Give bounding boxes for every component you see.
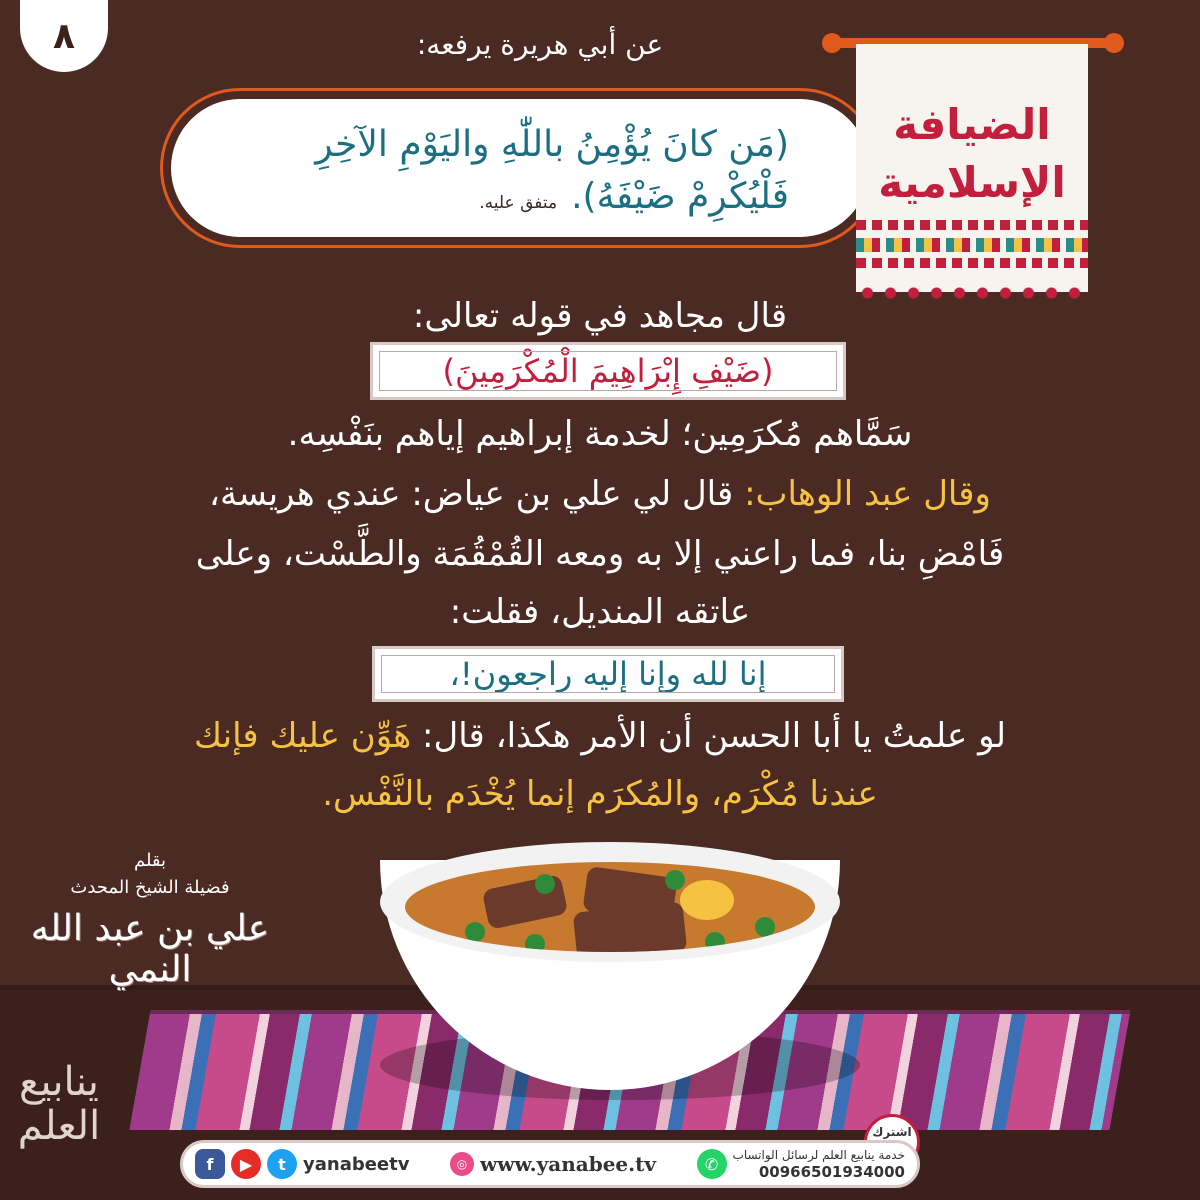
wahhab-line-3: عاتقه المنديل، فقلت:	[449, 592, 751, 632]
explanation-line: سَمَّاهم مُكرَمِين؛ لخدمة إبراهيم إياهم بنَفْسِه.	[287, 414, 913, 454]
wahhab-name: وقال عبد الوهاب:	[744, 474, 991, 514]
social-links	[195, 1149, 409, 1179]
whatsapp-number: 00966501934000	[758, 1163, 905, 1181]
twitter-icon[interactable]: t	[267, 1149, 297, 1179]
quran-quote-box	[370, 342, 846, 400]
banner-title-line-2: الإسلامية	[878, 158, 1066, 207]
whatsapp-icon: ✆	[697, 1149, 727, 1179]
author-by: بقلم	[133, 850, 167, 871]
mujahid-intro: قال مجاهد في قوله تعالى:	[412, 296, 788, 336]
final-line-1	[100, 716, 1100, 756]
final-line-2: عندنا مُكْرَم، والمُكرَم إنما يُخْدَم بالنَّفْس.	[322, 774, 878, 814]
egg-piece	[680, 880, 734, 920]
whatsapp-label: خدمة ينابيع العلم لرسائل الواتساب	[732, 1148, 905, 1162]
whatsapp-text	[733, 1147, 905, 1181]
istirja-box	[372, 646, 844, 702]
wahhab-text-1: قال لي علي بن عياض: عندي هريسة،	[209, 474, 734, 514]
pea	[525, 934, 545, 952]
final-yellow-text-1: هَوِّن عليك فإنك	[193, 716, 412, 756]
hadith-line-2: فَلْيُكْرِمْ ضَيْفَهُ).	[571, 176, 789, 217]
banner-tassels	[856, 286, 1088, 300]
wahhab-line-2: فَامْضِ بنا، فما راعني إلا به ومعه القُمْقُمَة والطَّسْت، وعلى	[195, 534, 1005, 574]
whatsapp-block[interactable]	[697, 1147, 905, 1181]
pea	[705, 932, 725, 952]
page-number: ٨	[53, 15, 75, 57]
pea	[465, 922, 485, 942]
page-number-tab	[20, 0, 108, 72]
meat-piece	[482, 874, 569, 930]
hadith-line-1: (مَن كانَ يُؤْمِنُ باللّٰهِ واليَوْمِ الآخِرِ	[315, 124, 789, 165]
istirja-text: إنا لله وإنا إليه راجعون!،	[449, 655, 767, 693]
pea	[665, 870, 685, 890]
author-signature: علي بن عبد الله النمي	[30, 908, 270, 990]
hadith-source: متفق عليه.	[479, 193, 558, 213]
pea	[535, 874, 555, 894]
youtube-icon[interactable]: ▶	[231, 1149, 261, 1179]
hadith-text-area	[171, 99, 869, 237]
final-white-text: لو علمتُ يا أبا الحسن أن الأمر هكذا، قال:	[422, 716, 1007, 756]
title-scroll-banner	[856, 44, 1088, 292]
website-link	[450, 1152, 656, 1176]
hadith-line-2-wrap	[201, 171, 789, 229]
banner-title	[856, 96, 1088, 212]
facebook-icon[interactable]: f	[195, 1149, 225, 1179]
author-title: فضيلة الشيخ المحدث	[70, 877, 230, 898]
soup	[405, 862, 815, 952]
author-block	[30, 850, 270, 990]
narrator-line: عن أبي هريرة يرفعه:	[416, 28, 664, 61]
wahhab-line-1	[100, 474, 1100, 514]
yanabee-logo: ينابيع العلم	[17, 1059, 101, 1149]
pea	[755, 917, 775, 937]
hadith-capsule	[160, 88, 880, 248]
banner-title-line-1: الضيافة	[893, 100, 1051, 149]
quran-quote: (ضَيْفِ إِبْرَاهِيمَ الْمُكْرَمِينَ)	[442, 352, 774, 390]
subscribe-label: اشترك	[872, 1125, 912, 1139]
quote-inner-border	[379, 351, 837, 391]
banner-pattern	[856, 214, 1088, 272]
dribbble-icon: ◎	[450, 1152, 474, 1176]
social-handle[interactable]: yanabeetv	[303, 1153, 410, 1175]
website-url[interactable]: www.yanabee.tv	[480, 1152, 656, 1176]
footer-contact-bar	[180, 1140, 920, 1188]
istirja-inner-border	[381, 655, 835, 693]
